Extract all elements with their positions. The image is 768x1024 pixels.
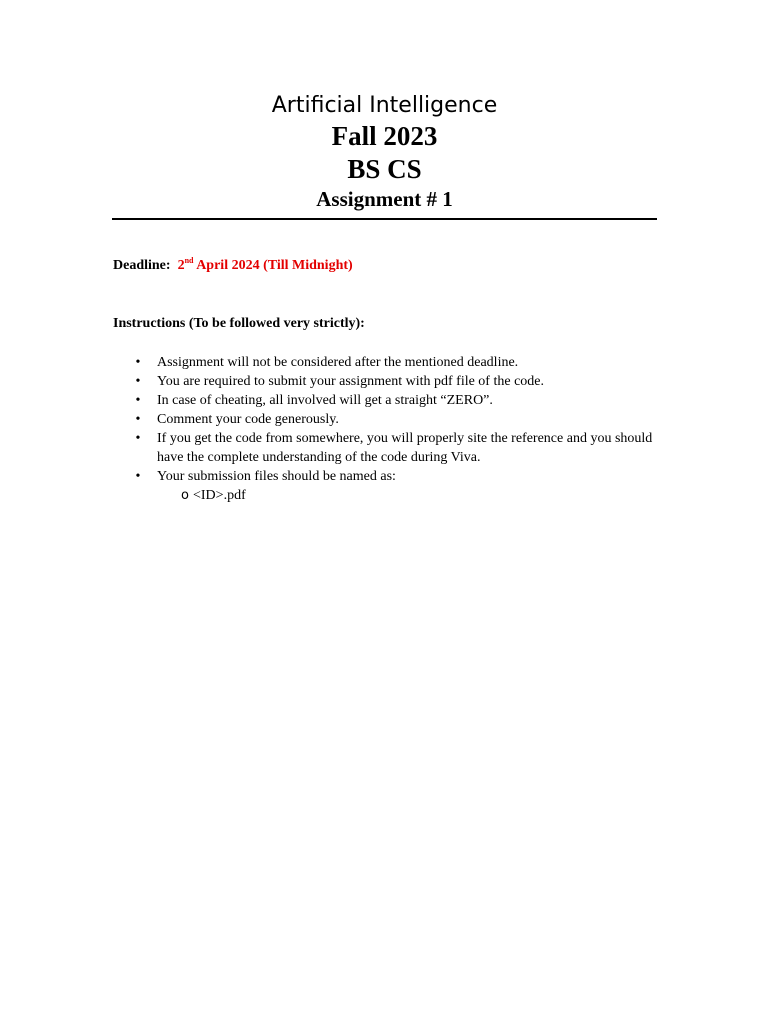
list-item — [133, 353, 658, 372]
deadline-rest: April 2024 (Till Midnight) — [193, 258, 353, 273]
bullet-icon: • — [135, 374, 141, 389]
list-item — [133, 372, 658, 391]
list-item-text: Assignment will not be considered after the mentioned deadline. — [157, 355, 519, 370]
deadline-day: 2 — [177, 258, 185, 273]
list-item — [133, 467, 658, 505]
list-item-text: Comment your code generously. — [157, 412, 339, 427]
bullet-icon: • — [135, 469, 141, 484]
sub-list-item — [181, 486, 658, 505]
deadline-label: Deadline: — [113, 258, 171, 273]
list-item-text: If you get the code from somewhere, you will properly site the reference and you should have the complete understanding of the code during Viva. — [157, 431, 653, 465]
bullet-icon: • — [135, 393, 141, 408]
deadline-line — [113, 256, 353, 276]
bullet-icon: • — [135, 412, 141, 427]
instructions-heading: Instructions (To be followed very strictly): — [113, 316, 365, 331]
title-block — [112, 92, 657, 213]
course-title: Artificial Intelligence — [271, 93, 498, 118]
deadline-day-suffix: nd — [184, 256, 194, 265]
title-divider — [112, 218, 657, 220]
deadline-value — [178, 258, 353, 273]
bullet-icon: • — [135, 431, 141, 446]
term-title: Fall 2023 — [331, 121, 438, 151]
sub-list — [157, 486, 658, 505]
bullet-icon: • — [135, 355, 141, 370]
list-item-text: Your submission files should be named as: — [157, 469, 396, 484]
program-title: BS CS — [347, 154, 422, 184]
list-item — [133, 429, 658, 467]
assignment-title: Assignment # 1 — [316, 187, 453, 211]
list-item — [133, 391, 658, 410]
list-item-text: In case of cheating, all involved will get a straight “ZERO”. — [157, 393, 493, 408]
sub-list-item-text: <ID>.pdf — [193, 488, 246, 503]
list-item-text: You are required to submit your assignment with pdf file of the code. — [157, 374, 545, 389]
list-item — [133, 410, 658, 429]
instructions-list — [133, 353, 658, 505]
circle-bullet-icon: o — [181, 488, 189, 503]
